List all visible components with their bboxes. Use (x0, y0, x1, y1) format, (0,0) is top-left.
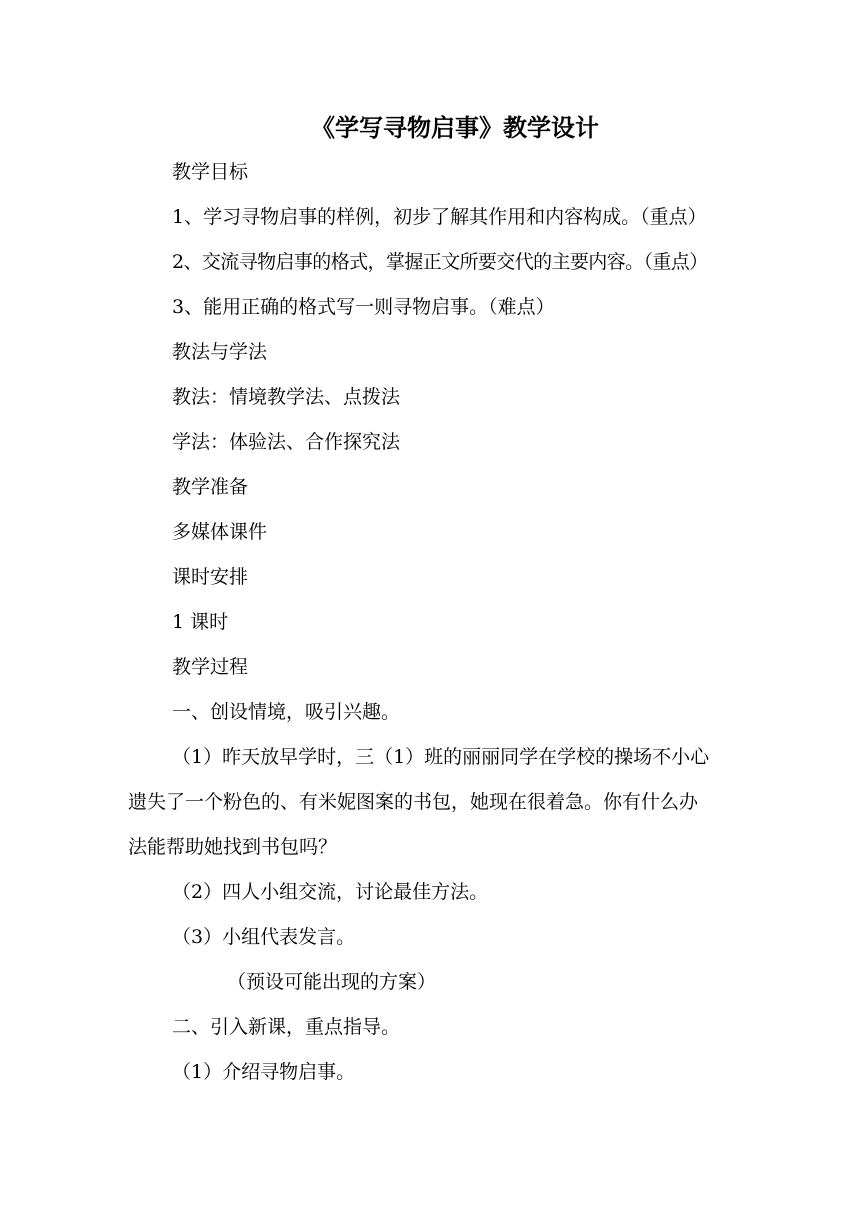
heading-schedule: 课时安排 (172, 566, 249, 588)
section-2-step-1: （1）介绍寻物启事。 (172, 1061, 356, 1083)
heading-preparation: 教学准备 (172, 476, 249, 498)
preparation-text: 多媒体课件 (172, 521, 268, 543)
step-2-text: （2）四人小组交流，讨论最佳方法。 (172, 881, 489, 903)
scenario-paragraph-line-2: 遗失了一个粉色的、有米妮图案的书包，她现在很着急。你有什么办 (128, 791, 699, 813)
scenario-paragraph-line-3: 法能帮助她找到书包吗？ (128, 836, 338, 858)
heading-methods: 教法与学法 (172, 341, 268, 363)
goal-item-2: 2、交流寻物启事的格式，掌握正文所要交代的主要内容。（重点） (172, 251, 708, 273)
heading-teaching-goals: 教学目标 (172, 161, 249, 183)
schedule-text: 1 课时 (172, 611, 229, 633)
heading-process: 教学过程 (172, 656, 249, 678)
section-2-heading: 二、引入新课，重点指导。 (172, 1016, 401, 1038)
section-1-heading: 一、创设情境，吸引兴趣。 (172, 701, 401, 723)
learning-method-text: 学法：体验法、合作探究法 (172, 431, 401, 453)
step-3-text: （3）小组代表发言。 (172, 926, 356, 948)
goal-item-1: 1、学习寻物启事的样例，初步了解其作用和内容构成。（重点） (172, 206, 707, 228)
document-title: 《学写寻物启事》教学设计 (311, 113, 599, 142)
scenario-paragraph-line-1: （1）昨天放早学时，三（1）班的丽丽同学在学校的操场不小心 (172, 746, 710, 768)
teaching-method-text: 教法：情境教学法、点拨法 (172, 386, 401, 408)
preset-solutions-note: （预设可能出现的方案） (227, 971, 437, 993)
goal-item-3: 3、能用正确的格式写一则寻物启事。（难点） (172, 296, 555, 318)
